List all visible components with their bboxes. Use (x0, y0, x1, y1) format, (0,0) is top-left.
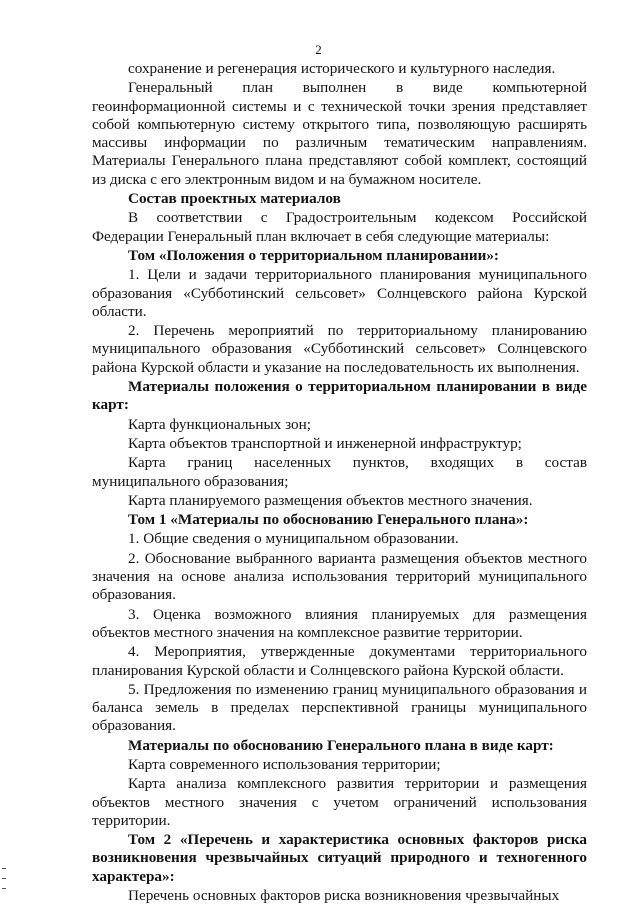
paragraph: Карта границ населенных пунктов, входящих в состав муниципального образования; (92, 454, 587, 490)
paragraph: Карта анализа комплексного развития территории и размещения объектов местного значения с учетом ограничений использования территории. (92, 775, 587, 829)
scan-edge-mark (2, 868, 6, 869)
scan-edge-mark (2, 878, 6, 879)
paragraph: 1. Цели и задачи территориального планирования муниципального образования «Субботинский сельсовет» Солнцевского района Курской области. (92, 266, 587, 320)
paragraph: Карта объектов транспортной и инженерной инфраструктур; (128, 434, 522, 452)
section-heading: Состав проектных материалов (128, 190, 341, 208)
paragraph: Карта планируемого размещения объектов местного значения. (128, 491, 533, 509)
scan-edge-mark (2, 888, 6, 889)
section-heading: Том 1 «Материалы по обоснованию Генерального плана»: (128, 511, 529, 529)
section-heading: Материалы по обоснованию Генерального плана в виде карт: (128, 736, 554, 754)
section-heading: Материалы положения о территориальном планировании в виде карт: (92, 378, 587, 414)
paragraph: Карта современного использования территории; (128, 755, 441, 773)
paragraph: 1. Общие сведения о муниципальном образовании. (128, 530, 459, 548)
paragraph: 3. Оценка возможного влияния планируемых для размещения объектов местного значения на комплексное развитие территории. (92, 605, 587, 641)
paragraph: 5. Предложения по изменению границ муниципального образования и баланса земель в пределах перспективной границы муниципального образования. (92, 680, 587, 735)
paragraph: 2. Обоснование выбранного варианта размещения объектов местного значения на основе анализа использования территорий муниципального образования. (92, 549, 587, 604)
document-body (92, 60, 587, 905)
paragraph: 4. Мероприятия, утвержденные документами территориального планирования Курской области и Солнцевского района Курской области. (92, 643, 587, 679)
paragraph: В соответствии с Градостроительным кодексом Российской Федерации Генеральный план включает в себя следующие материалы: (92, 209, 587, 245)
page-number: 2 (315, 42, 322, 57)
section-heading: Том «Положения о территориальном планировании»: (128, 246, 499, 264)
paragraph: Карта функциональных зон; (128, 415, 311, 433)
paragraph: 2. Перечень мероприятий по территориальному планированию муниципального образования «Субботинский сельсовет» Солнцевского района Курской области и указание на последовательность их выполнения. (92, 322, 587, 376)
section-heading: Том 2 «Перечень и характеристика основных факторов риска возникновения чрезвычайных ситуаций природного и техногенного характера»: (92, 831, 587, 885)
paragraph: Перечень основных факторов риска возникновения чрезвычайных (128, 887, 560, 905)
paragraph: Генеральный план выполнен в виде компьютерной геоинформационной системы и с технической точки зрения представляет собой компьютерную систему открытого типа, позволяющую расширять массивы информации по различным тематическим направлениям. Материалы Генерального плана представляют собой комплект, состоящий из диска с его электронным видом и на бумажном носителе. (92, 79, 587, 188)
paragraph: сохранение и регенерация исторического и культурного наследия. (128, 60, 556, 77)
